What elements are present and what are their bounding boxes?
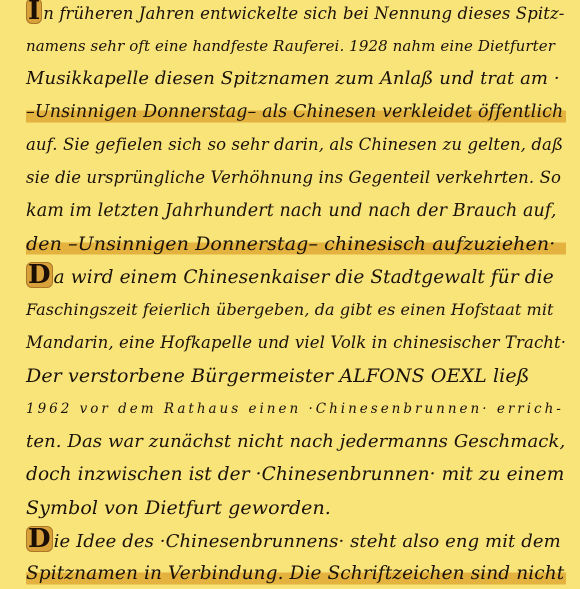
line-text: den –Unsinnigen Donnerstag– chinesisch aufzuziehen· — [26, 233, 556, 255]
initial-letter: D — [28, 260, 51, 290]
text-line-10 — [26, 295, 566, 325]
text-line-3 — [26, 64, 566, 94]
text-line-8 — [26, 229, 566, 259]
line-text: Spitznamen in Verbindung. Die Schriftzeichen sind nicht — [26, 563, 565, 584]
line-text: sie die ursprüngliche Verhöhnung ins Gegenteil verkehrten. So — [26, 168, 562, 187]
initial-letter: I — [28, 0, 41, 26]
line-text: Faschingszeit feierlich übergeben, da gibt es einen Hofstaat mit — [26, 300, 554, 319]
line-text: ten. Das war zunächst nicht nach jedermanns Geschmack, — [26, 431, 566, 452]
text-line-13 — [26, 394, 566, 424]
line-text: Symbol von Dietfurt geworden. — [26, 497, 331, 519]
line-text: 1962 vor dem Rathaus einen ·Chinesenbrunnen· errich- — [26, 401, 564, 417]
text-line-11 — [26, 328, 566, 358]
text-line-16 — [26, 493, 566, 523]
line-text: Der verstorbene Bürgermeister ALFONS OEXL ließ — [26, 365, 530, 387]
text-line-4 — [26, 97, 566, 127]
line-text: Musikkapelle diesen Spitznamen zum Anlaß und trat am · — [26, 68, 560, 89]
text-line-1 — [26, 0, 566, 29]
line-text: namens sehr oft eine handfeste Rauferei. 1928 nahm eine Dietfurter — [26, 37, 556, 55]
line-text: auf. Sie gefielen sich so sehr darin, als Chinesen zu gelten, daß — [26, 135, 564, 154]
line-text: kam im letzten Jahrhundert nach und nach der Brauch auf, — [26, 201, 557, 221]
text-line-5 — [26, 130, 566, 160]
line-text: Mandarin, eine Hofkapelle und viel Volk in chinesischer Tracht· — [26, 333, 567, 352]
line-text: –Unsinnigen Donnerstag– als Chinesen verkleidet öffentlich — [26, 102, 564, 122]
line-text: n früheren Jahren entwickelte sich bei Nennung dieses Spitz- — [43, 4, 565, 23]
text-line-15 — [26, 460, 566, 490]
text-line-9 — [26, 262, 566, 293]
text-line-17 — [26, 526, 566, 557]
line-text: a wird einem Chinesenkaiser die Stadtgewalt für die — [53, 267, 554, 288]
text-line-12 — [26, 361, 566, 391]
text-line-6 — [26, 163, 566, 193]
text-line-14 — [26, 427, 566, 457]
text-line-18 — [26, 559, 566, 589]
text-line-2 — [26, 31, 566, 61]
line-text: ie Idee des ·Chinesenbrunnens· steht also eng mit dem — [53, 531, 561, 552]
text-line-7 — [26, 196, 566, 226]
line-text: doch inzwischen ist der ·Chinesenbrunnen· mit zu einem — [26, 464, 565, 485]
initial-letter: D — [28, 524, 51, 554]
